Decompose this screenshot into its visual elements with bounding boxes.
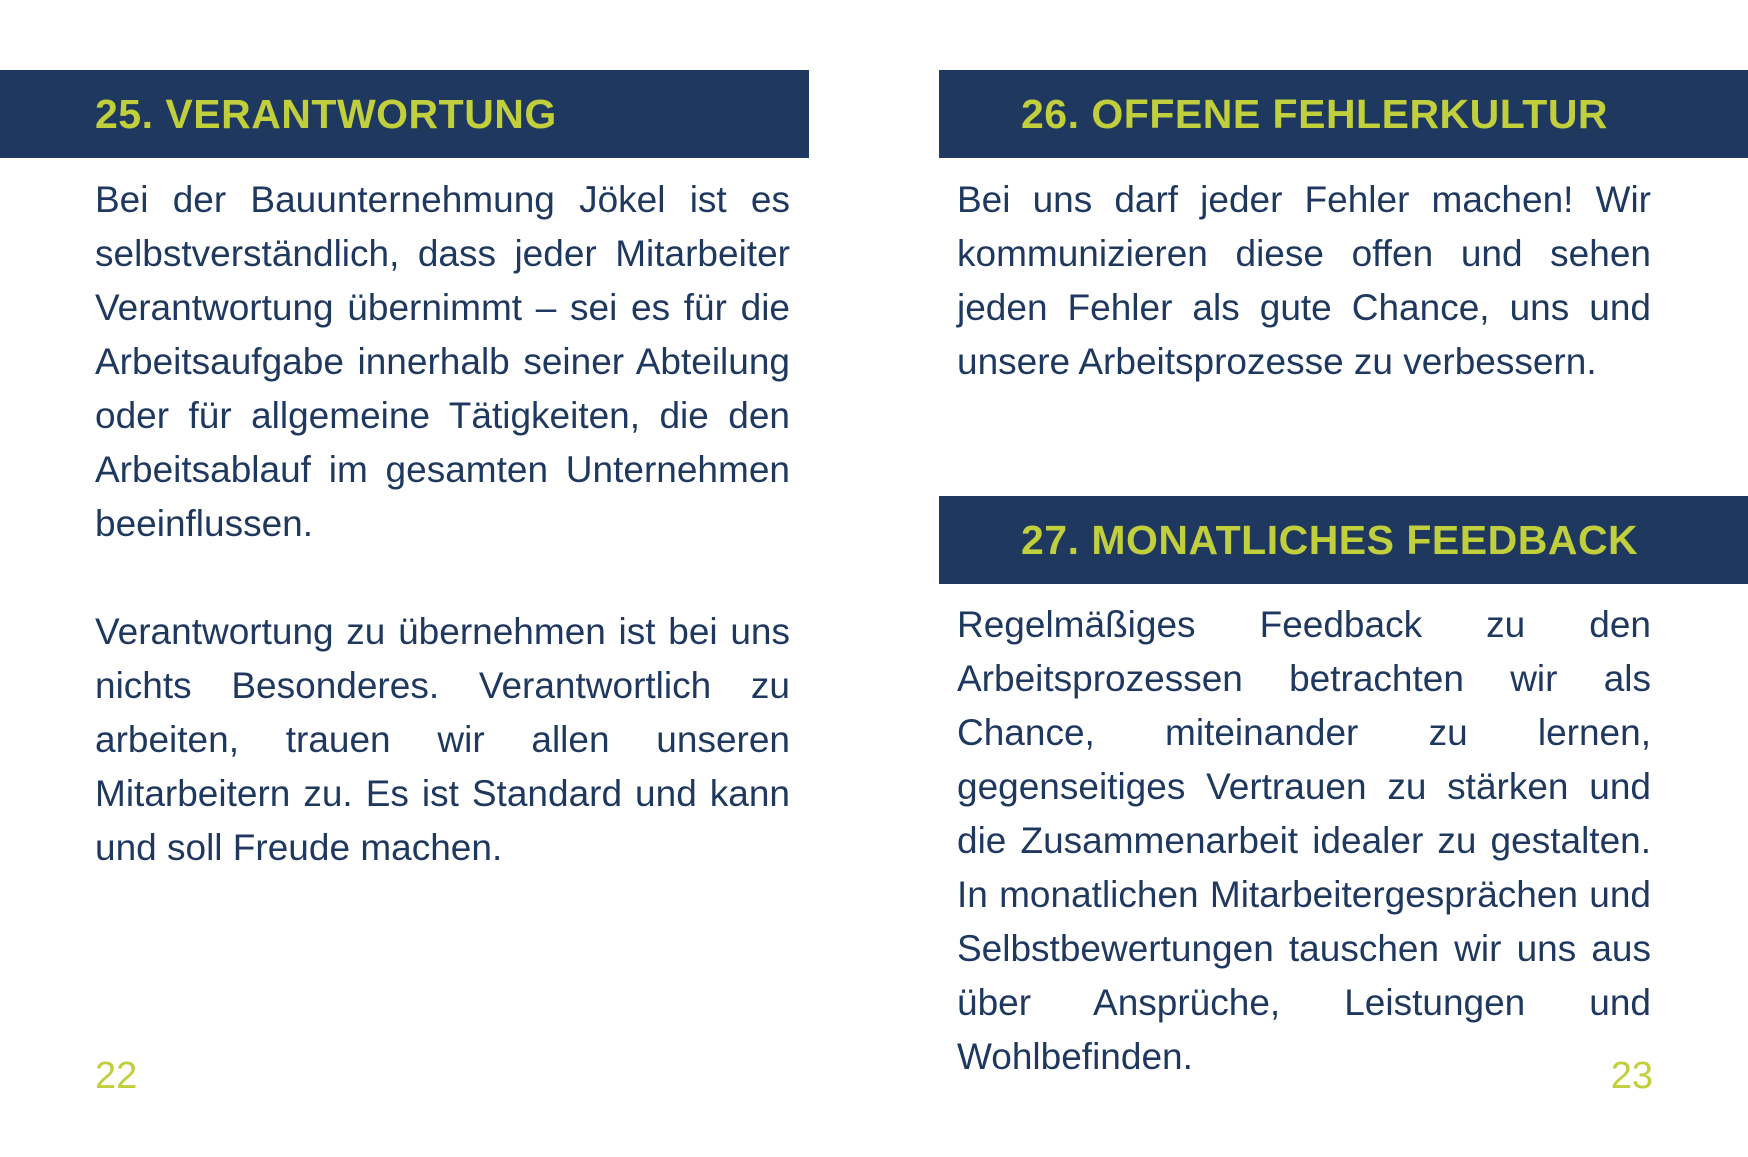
page-number-right: 23 [1610,1055,1653,1097]
section-25-title: 25. VERANTWORTUNG [95,90,557,137]
section-26-title: 26. OFFENE FEHLERKULTUR [1021,90,1609,137]
section-27-header [939,496,1748,584]
section-27-paragraph-1: Regelmäßiges Feedback zu den Arbeitsprozessen betrachten wir als Chance, miteinander zu lernen, gegenseitiges Vertrauen zu stärken und die Zusammenarbeit idealer zu gestalten. In monatlichen Mitarbeitergesprächen und Selbstbewertungen tauschen wir uns aus über Ansprüche, Leistungen und Wohlbefinden. [957,604,1651,1077]
section-25-paragraph-1: Bei der Bauunternehmung Jökel ist es selbstverständlich, dass jeder Mitarbeiter Verantwortung übernimmt – sei es für die Arbeitsaufgabe innerhalb seiner Abteilung oder für allgemeine Tätigkeiten, die den Arbeitsablauf im gesamten Unternehmen beeinflussen. [95,179,790,544]
section-26-header [939,70,1748,158]
page-number-left: 22 [95,1055,138,1097]
section-26-paragraph-1: Bei uns darf jeder Fehler machen! Wir kommunizieren diese offen und sehen jeden Fehler als gute Chance, uns und unsere Arbeitsprozesse zu verbessern. [957,179,1651,382]
section-27-title: 27. MONATLICHES FEEDBACK [1021,516,1639,563]
right-page [874,0,1748,1157]
section-25-header [0,70,809,158]
section-25-paragraph-2: Verantwortung zu übernehmen ist bei uns nichts Besonderes. Verantwortlich zu arbeiten, trauen wir allen unseren Mitarbeitern zu. Es ist Standard und kann und soll Freude machen. [95,611,790,868]
